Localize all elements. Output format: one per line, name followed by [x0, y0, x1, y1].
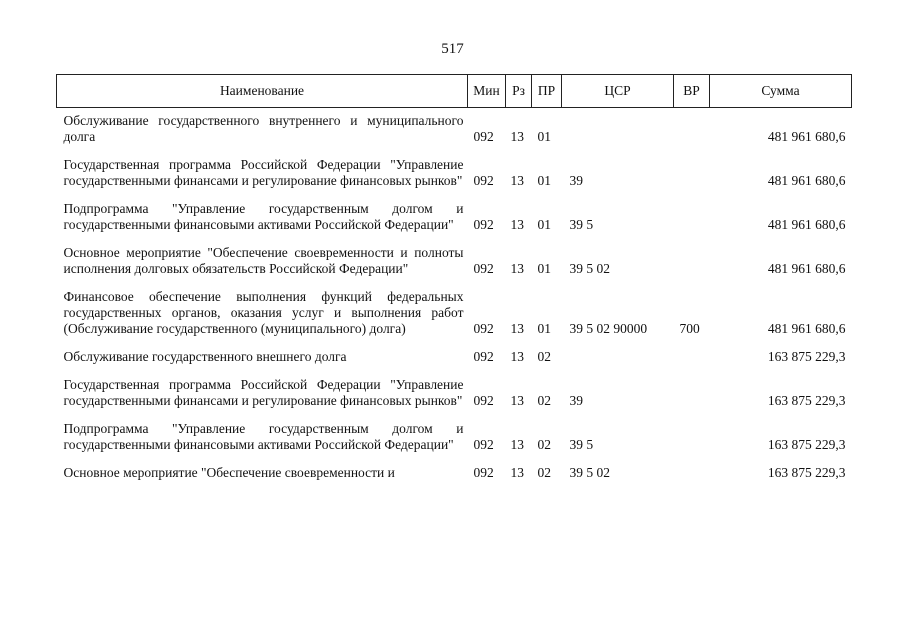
row-vr — [674, 456, 710, 484]
row-min: 092 — [473, 393, 494, 408]
row-sum: 481 961 680,6 — [767, 321, 846, 336]
row-rz: 13 — [510, 321, 524, 336]
row-sum: 163 875 229,3 — [767, 393, 846, 408]
row-name: Обслуживание государственного внутреннего и муниципального долга — [63, 113, 464, 144]
header-sum: Сумма — [710, 75, 852, 108]
table-row — [57, 148, 852, 192]
row-name: Государственная программа Российской Федерации "Управление государственными финансами и регулирование финансовых рынков" — [63, 157, 464, 188]
row-min: 092 — [473, 437, 494, 452]
budget-table — [56, 74, 852, 484]
row-min: 092 — [473, 465, 494, 480]
row-name: Государственная программа Российской Федерации "Управление государственными финансами и регулирование финансовых рынков" — [63, 377, 464, 408]
row-name: Обслуживание государственного внешнего долга — [63, 349, 347, 364]
row-pr: 02 — [537, 349, 551, 364]
header-min: Мин — [468, 75, 506, 108]
row-min: 092 — [473, 261, 494, 276]
row-csr — [562, 108, 674, 149]
header-rz: Рз — [506, 75, 532, 108]
table-row — [57, 280, 852, 340]
row-pr: 02 — [537, 465, 551, 480]
row-pr: 01 — [537, 173, 551, 188]
row-sum: 481 961 680,6 — [767, 217, 846, 232]
table-row — [57, 236, 852, 280]
row-rz: 13 — [510, 437, 524, 452]
row-vr — [674, 148, 710, 192]
row-vr — [674, 236, 710, 280]
row-csr: 39 — [569, 393, 583, 408]
row-min: 092 — [473, 217, 494, 232]
header-csr: ЦСР — [562, 75, 674, 108]
row-name: Основное мероприятие "Обеспечение своевременности и полноты исполнения долговых обязательств Российской Федерации" — [63, 245, 464, 276]
row-sum: 163 875 229,3 — [767, 465, 846, 480]
row-min: 092 — [473, 349, 494, 364]
row-csr — [562, 340, 674, 368]
row-vr — [674, 412, 710, 456]
header-pr: ПР — [532, 75, 562, 108]
row-name: Финансовое обеспечение выполнения функций федеральных государственных органов, оказания услуг и выполнения работ (Обслуживание государственного (муниципального) долга) — [63, 289, 464, 336]
row-rz: 13 — [510, 465, 524, 480]
page-number: 517 — [441, 41, 464, 57]
row-name: Подпрограмма "Управление государственным долгом и государственными финансовыми активами Российской Федерации" — [63, 201, 464, 232]
row-rz: 13 — [510, 173, 524, 188]
header-vr: ВР — [674, 75, 710, 108]
row-pr: 02 — [537, 437, 551, 452]
row-vr — [674, 108, 710, 149]
row-vr: 700 — [679, 321, 700, 336]
row-vr — [674, 192, 710, 236]
header-name: Наименование — [57, 75, 468, 108]
row-sum: 481 961 680,6 — [767, 173, 846, 188]
row-sum: 481 961 680,6 — [767, 129, 846, 144]
row-pr: 01 — [537, 217, 551, 232]
row-vr — [674, 368, 710, 412]
row-sum: 163 875 229,3 — [767, 437, 846, 452]
table-row — [57, 192, 852, 236]
row-csr: 39 5 02 90000 — [569, 321, 648, 336]
table-row — [57, 340, 852, 368]
row-name: Основное мероприятие "Обеспечение своевременности и — [63, 465, 395, 480]
table-row — [57, 108, 852, 149]
table-header-row — [57, 75, 852, 108]
row-pr: 01 — [537, 129, 551, 144]
row-rz: 13 — [510, 261, 524, 276]
row-vr — [674, 340, 710, 368]
row-sum: 481 961 680,6 — [767, 261, 846, 276]
table-row — [57, 456, 852, 484]
row-name: Подпрограмма "Управление государственным долгом и государственными финансовыми активами Российской Федерации" — [63, 421, 464, 452]
row-pr: 02 — [537, 393, 551, 408]
row-rz: 13 — [510, 393, 524, 408]
row-csr: 39 5 — [569, 437, 594, 452]
row-pr: 01 — [537, 261, 551, 276]
row-csr: 39 5 — [569, 217, 594, 232]
table-row — [57, 368, 852, 412]
row-csr: 39 5 02 — [569, 465, 610, 480]
row-sum: 163 875 229,3 — [767, 349, 846, 364]
row-rz: 13 — [510, 217, 524, 232]
table-row — [57, 412, 852, 456]
row-rz: 13 — [510, 129, 524, 144]
row-min: 092 — [473, 321, 494, 336]
row-rz: 13 — [510, 349, 524, 364]
row-min: 092 — [473, 173, 494, 188]
row-min: 092 — [473, 129, 494, 144]
row-csr: 39 5 02 — [569, 261, 610, 276]
row-csr: 39 — [569, 173, 583, 188]
row-pr: 01 — [537, 321, 551, 336]
